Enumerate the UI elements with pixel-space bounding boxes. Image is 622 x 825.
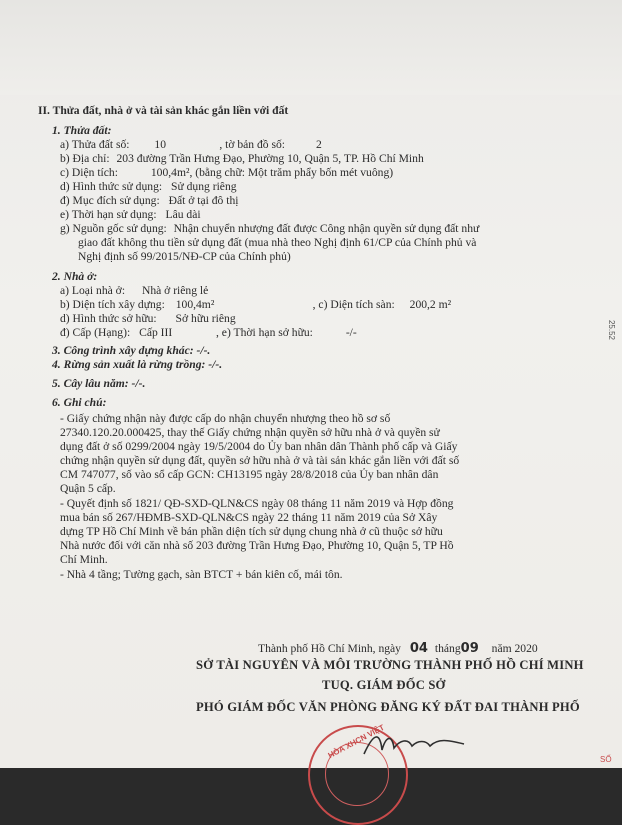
- signature: [360, 726, 470, 760]
- note-line: dựng TP Hồ Chí Minh về bán phần diện tích sử dụng chung nhà ở cũ thuộc sở hữu: [60, 525, 443, 538]
- issue-date: [258, 642, 538, 656]
- corner-mark: SỐ: [600, 755, 612, 764]
- usage-purpose-value: Đất ở tại đô thị: [168, 194, 239, 207]
- note-line: - Nhà 4 tầng; Tường gạch, sàn BTCT + bán kiên cố, mái tôn.: [60, 568, 343, 581]
- note-line: 27340.120.20.000425, thay thế Giấy chứng nhận quyền sở hữu nhà ở và quyền sử: [60, 426, 440, 439]
- origin-row: [60, 222, 479, 236]
- usage-term-label: e) Thời hạn sử dụng:: [60, 208, 157, 221]
- grade-value: Cấp III: [139, 326, 173, 339]
- map-sheet-value: 2: [315, 138, 322, 151]
- address-row: [60, 152, 424, 166]
- area-value: 100,4m², (bằng chữ: Một trăm phẩy bốn mét vuông): [150, 166, 394, 179]
- usage-form-label: d) Hình thức sử dụng:: [60, 180, 163, 193]
- build-area-value: 100,4m²: [175, 298, 215, 311]
- origin-line-3: Nghị định số 99/2015/NĐ-CP của Chính phủ): [78, 250, 291, 263]
- map-sheet-label: , tờ bản đồ số:: [219, 138, 286, 151]
- note-line: Nhà nước đối với căn nhà số 203 đường Trần Hưng Đạo, Phường 10, Quận 5, TP Hồ: [60, 539, 454, 552]
- seal-text: HÒA XHCN VIỆT: [326, 722, 386, 761]
- usage-purpose-label: đ) Mục đích sử dụng:: [60, 194, 160, 207]
- grade-row: [60, 326, 357, 340]
- origin-label: g) Nguồn gốc sử dụng:: [60, 222, 167, 235]
- house-area-row: [60, 298, 451, 312]
- origin-line-2: giao đất không thu tiền sử dụng đất (mua nhà theo Nghị định 61/CP của Chính phủ và: [78, 236, 477, 249]
- date-month-label: tháng: [434, 642, 461, 655]
- note-line: chứng nhận quyền sử dụng đất, quyền sở hữu nhà ở và tài sản khác gắn liền với đất số: [60, 454, 460, 467]
- origin-line-1: Nhận chuyển nhượng đất được Công nhận quyền sử dụng đất như: [173, 222, 480, 235]
- usage-form-row: [60, 180, 237, 194]
- house-type-row: [60, 284, 208, 298]
- note-line: Chí Minh.: [60, 553, 108, 566]
- parcel-number-label: a) Thửa đất số:: [60, 138, 130, 151]
- note-line: Quận 5 cấp.: [60, 482, 116, 495]
- grade-label: đ) Cấp (Hạng):: [60, 326, 131, 339]
- area-label: c) Diện tích:: [60, 166, 118, 179]
- address-value: 203 đường Trần Hưng Đạo, Phường 10, Quận 5, TP. Hồ Chí Minh: [116, 152, 424, 165]
- area-row: [60, 166, 393, 180]
- house-type-label: a) Loại nhà ở:: [60, 284, 126, 297]
- ownership-term-value: -/-: [345, 326, 357, 339]
- note-line: - Quyết định số 1821/ QĐ-SXD-QLN&CS ngày 08 tháng 11 năm 2019 và Hợp đồng: [60, 497, 454, 510]
- authority-line: TUQ. GIÁM ĐỐC SỞ: [322, 678, 446, 692]
- ownership-term-label: , e) Thời hạn sở hữu:: [216, 326, 313, 339]
- parcel-number-row: [60, 138, 322, 152]
- note-line: mua bán số 267/HĐMB-SXD-QLN&CS ngày 22 tháng 11 năm 2019 của Sở Xây: [60, 511, 438, 524]
- address-label: b) Địa chỉ:: [60, 152, 110, 165]
- perennial-trees: 5. Cây lâu năm: -/-.: [52, 377, 146, 390]
- note-line: CM 747077, số vào sổ cấp GCN: CH13195 ngày 28/8/2018 của Ủy ban nhân dân: [60, 468, 439, 481]
- ownership-form-value: Sở hữu riêng: [175, 312, 236, 325]
- ownership-form-row: [60, 312, 236, 326]
- parcel-number-value: 10: [154, 138, 166, 151]
- floor-area-value: 200,2 m²: [409, 298, 452, 311]
- production-forest: 4. Rừng sản xuất là rừng trồng: -/-.: [52, 358, 223, 371]
- deputy-director-title: PHÓ GIÁM ĐỐC VĂN PHÒNG ĐĂNG KÝ ĐẤT ĐAI THÀNH PHỐ: [196, 700, 580, 714]
- house-heading: 2. Nhà ở:: [52, 270, 98, 283]
- usage-term-value: Lâu dài: [165, 208, 201, 221]
- side-number: 25.52: [607, 319, 616, 340]
- usage-form-value: Sử dụng riêng: [171, 180, 237, 193]
- date-year: năm 2020: [491, 642, 538, 655]
- build-area-label: b) Diện tích xây dựng:: [60, 298, 165, 311]
- ownership-form-label: d) Hình thức sở hữu:: [60, 312, 157, 325]
- usage-purpose-row: [60, 194, 238, 208]
- floor-area-label: , c) Diện tích sàn:: [312, 298, 395, 311]
- issuing-organization: SỞ TÀI NGUYÊN VÀ MÔI TRƯỜNG THÀNH PHỐ HỒ CHÍ MINH: [196, 658, 584, 672]
- section-title: II. Thửa đất, nhà ở và tài sản khác gắn liền với đất: [38, 104, 289, 117]
- date-prefix: Thành phố Hồ Chí Minh, ngày: [258, 642, 401, 655]
- top-shadow-band: [0, 0, 622, 95]
- parcel-heading: 1. Thửa đất:: [52, 124, 112, 137]
- other-works: 3. Công trình xây dựng khác: -/-.: [52, 344, 211, 357]
- usage-term-row: [60, 208, 201, 222]
- note-line: - Giấy chứng nhận này được cấp do nhận chuyển nhượng theo hồ sơ số: [60, 412, 391, 425]
- date-day: 04: [409, 641, 428, 656]
- notes-heading: 6. Ghi chú:: [52, 396, 107, 409]
- note-line: dụng đất ở số 0299/2004 ngày 19/5/2004 do Ủy ban nhân dân Thành phố cấp và Giấy: [60, 440, 458, 453]
- date-month: 09: [460, 641, 479, 656]
- house-type-value: Nhà ở riêng lẻ: [141, 284, 209, 297]
